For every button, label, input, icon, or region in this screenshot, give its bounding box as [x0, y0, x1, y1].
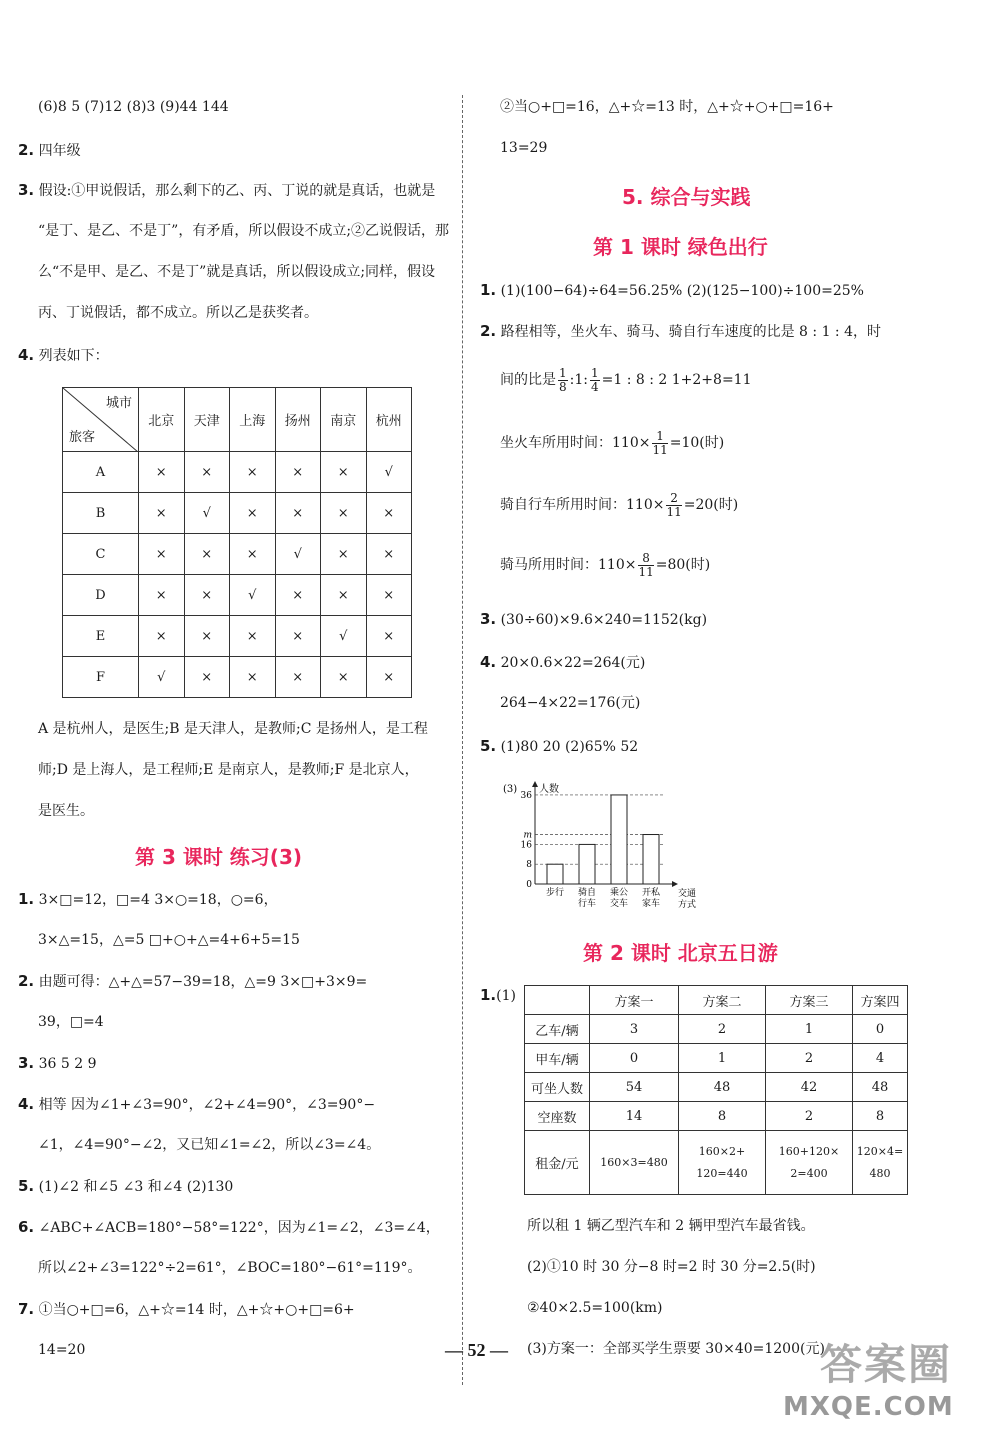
fraction — [666, 492, 681, 519]
part-label: (1) — [496, 988, 516, 1004]
answer-text: (1)∠2 和∠5 ∠3 和∠4 (2)130 — [38, 1179, 234, 1195]
table-cell: 8 — [853, 1102, 908, 1131]
fraction-denominator: 11 — [638, 564, 654, 579]
table-cell: 48 — [679, 1073, 766, 1102]
table-row — [525, 1073, 908, 1102]
fraction-denominator: 4 — [590, 379, 599, 394]
answer-line: (6)8 5 (7)12 (8)3 (9)44 144 — [38, 99, 229, 115]
conclusion-text: 是医生。 — [38, 803, 94, 819]
question-number: 2. — [480, 322, 497, 340]
table-cell: 48 — [853, 1073, 908, 1102]
row-label: 空座数 — [525, 1102, 590, 1131]
answer-text: 由题可得：△+△=57−39=18，△=9 3×□+3×9= — [38, 974, 368, 990]
table-row — [63, 493, 412, 534]
table-cell: × — [184, 534, 230, 575]
row-label: D — [63, 575, 139, 616]
table-cell: × — [230, 452, 276, 493]
corner-bottom-label: 旅客 — [69, 430, 96, 445]
table-cell: × — [321, 657, 367, 698]
table-cell: √ — [321, 616, 367, 657]
row-label: A — [63, 452, 139, 493]
answer-text: 相等 因为∠1+∠3=90°，∠2+∠4=90°，∠3=90°− — [38, 1097, 376, 1113]
x-tick-label: 骑自 — [577, 888, 597, 898]
fraction-numerator: 2 — [666, 492, 681, 506]
answer-text: 264−4×22=176(元) — [500, 695, 641, 711]
table-cell: × — [275, 452, 321, 493]
transport-bar-chart — [495, 778, 710, 913]
table-row — [63, 657, 412, 698]
question-number: 5. — [480, 737, 497, 755]
table-cell: × — [275, 575, 321, 616]
table-cell: 1 — [766, 1015, 853, 1044]
table-cell: 2 — [766, 1102, 853, 1131]
question-number: 1. — [480, 986, 497, 1004]
row-label: 甲车/辆 — [525, 1044, 590, 1073]
green-3 — [480, 609, 707, 630]
rent-value: 120×4= — [856, 1144, 904, 1158]
x-tick-label: 步行 — [545, 888, 565, 898]
practice-1 — [18, 889, 278, 910]
answer-text: 所以租 1 辆乙型汽车和 2 辆甲型汽车最省钱。 — [527, 1218, 815, 1234]
rent-value: 480 — [869, 1166, 891, 1180]
answer-text: 间的比是 — [500, 372, 556, 388]
section-heading-lesson-3: 第 3 课时 练习(3) — [135, 845, 303, 869]
question-number: 2. — [18, 972, 35, 990]
question-4 — [18, 345, 109, 366]
rent-value: 160×2+ — [698, 1144, 746, 1158]
x-axis-label-line2: 方式 — [678, 900, 697, 910]
table-cell: 0 — [853, 1015, 908, 1044]
answer-text: 四年级 — [38, 143, 81, 159]
green-4 — [480, 652, 645, 673]
practice-2 — [18, 971, 367, 992]
y-axis-arrow — [532, 781, 538, 787]
row-label: 租金/元 — [525, 1131, 590, 1195]
fraction-denominator: 11 — [652, 442, 668, 457]
table-cell: × — [366, 493, 412, 534]
answer-text: ②当○+□=16，△+☆=13 时，△+☆+○+□=16+ — [500, 99, 834, 115]
table-row — [63, 575, 412, 616]
table-cell: × — [139, 534, 185, 575]
table-header: 天津 — [184, 388, 230, 452]
answer-text: 路程相等，坐火车、骑马、骑自行车速度的比是 8 : 1 : 4，时 — [500, 324, 881, 340]
table-cell: × — [321, 575, 367, 616]
practice-4 — [18, 1094, 375, 1115]
practice-3 — [18, 1053, 96, 1074]
question-number: 1. — [18, 890, 35, 908]
answer-text: 14=20 — [38, 1342, 86, 1358]
question-3 — [18, 180, 435, 201]
fraction-denominator: 11 — [666, 504, 682, 519]
answer-text: 13=29 — [500, 140, 548, 156]
table-cell: 0 — [590, 1044, 679, 1073]
table-cell: × — [366, 575, 412, 616]
table-cell: × — [275, 657, 321, 698]
y-tick-label: m — [523, 830, 532, 841]
fraction-numerator: 8 — [638, 552, 653, 566]
fraction-numerator: 1 — [652, 430, 667, 444]
table-cell: √ — [275, 534, 321, 575]
table-cell: √ — [366, 452, 412, 493]
table-cell: × — [366, 616, 412, 657]
table-cell: × — [230, 616, 276, 657]
answer-text: 骑马所用时间：110× — [500, 557, 637, 573]
question-number: 3. — [480, 610, 497, 628]
table-cell: × — [321, 493, 367, 534]
answer-text: :1: — [569, 372, 588, 388]
table-row — [63, 534, 412, 575]
fraction — [638, 552, 653, 579]
table-cell: × — [230, 493, 276, 534]
beijing-1 — [480, 985, 516, 1006]
table-cell: 2 — [766, 1044, 853, 1073]
answer-text: (1)80 20 (2)65% 52 — [500, 739, 639, 755]
table-header: 南京 — [321, 388, 367, 452]
watermark-url: MXQE.COM — [783, 1392, 954, 1422]
table-cell: × — [321, 452, 367, 493]
table-cell: × — [275, 493, 321, 534]
table-cell: √ — [139, 657, 185, 698]
green-5 — [480, 736, 638, 757]
question-number: 4. — [480, 653, 497, 671]
fraction — [652, 430, 667, 457]
section-heading-chapter-5: 5. 综合与实践 — [622, 185, 751, 209]
answer-text: 丙、丁说假话，都不成立。所以乙是获奖者。 — [38, 305, 318, 321]
table-cell: 42 — [766, 1073, 853, 1102]
table-cell: × — [139, 493, 185, 534]
column-divider — [462, 95, 463, 1385]
section-heading-lesson-2: 第 2 课时 北京五日游 — [583, 941, 778, 965]
table-cell: 4 — [853, 1044, 908, 1073]
table-cell: × — [230, 657, 276, 698]
answer-text: 坐火车所用时间：110× — [500, 435, 651, 451]
y-tick-label: 16 — [520, 840, 532, 851]
table-cell: √ — [230, 575, 276, 616]
table-cell — [853, 1131, 908, 1195]
question-number: 1. — [480, 281, 497, 299]
time-ratio-line — [500, 366, 752, 394]
rent-value: 120=440 — [696, 1166, 748, 1180]
row-label: 乙车/辆 — [525, 1015, 590, 1044]
practice-7 — [18, 1299, 355, 1320]
green-2 — [480, 321, 881, 342]
y-axis-label: 人数 — [539, 784, 559, 795]
answer-text: 骑自行车所用时间：110× — [500, 497, 665, 513]
watermark-logo — [765, 1330, 990, 1425]
bar — [579, 844, 595, 884]
fraction-numerator: 1 — [559, 365, 567, 380]
table-cell: × — [321, 534, 367, 575]
table-row — [525, 1015, 908, 1044]
conclusion-text: 师;D 是上海人，是工程师;E 是南京人，是教师;F 是北京人， — [38, 762, 419, 778]
row-label: B — [63, 493, 139, 534]
table-cell: × — [139, 616, 185, 657]
table-header: 方案一 — [590, 986, 679, 1015]
y-tick-label: 36 — [520, 790, 532, 801]
watermark-text: 答案圈 — [820, 1340, 953, 1389]
table-cell: × — [184, 575, 230, 616]
question-number: 2. — [18, 141, 35, 159]
table-cell: × — [230, 534, 276, 575]
table-header: 北京 — [139, 388, 185, 452]
question-2 — [18, 140, 81, 161]
table-row — [525, 1044, 908, 1073]
x-tick-label: 交车 — [609, 899, 629, 909]
table-cell: × — [275, 616, 321, 657]
table-row — [63, 616, 412, 657]
x-axis-arrow — [672, 881, 678, 887]
table-cell: × — [139, 452, 185, 493]
row-label: F — [63, 657, 139, 698]
answer-text: (3)方案一：全部买学生票要 30×40=1200(元) — [527, 1341, 825, 1357]
answer-text: 么“不是甲、是乙、不是丁”就是真话，所以假设成立;同样，假设 — [38, 264, 436, 280]
answer-text: (1)(100−64)÷64=56.25% (2)(125−100)÷100=25% — [500, 283, 864, 299]
table-cell: × — [184, 657, 230, 698]
table-row — [63, 452, 412, 493]
x-tick-label: 开私 — [641, 888, 661, 898]
fraction-denominator: 8 — [559, 379, 567, 394]
bar — [643, 835, 659, 884]
answer-text: ∠ABC+∠ACB=180°−58°=122°，因为∠1=∠2，∠3=∠4， — [38, 1220, 440, 1236]
conclusion-text: A 是杭州人，是医生;B 是天津人，是教师;C 是扬州人，是工程 — [38, 721, 428, 737]
question-number: 4. — [18, 1095, 35, 1113]
table-cell: × — [184, 616, 230, 657]
answer-text: “是丁、是乙、不是丁”，有矛盾，所以假设不成立;②乙说假话，那 — [38, 223, 450, 239]
question-number: 4. — [18, 346, 35, 364]
answer-text: 3×△=15，△=5 □+○+△=4+6+5=15 — [38, 932, 300, 948]
page-number: — 52 — — [445, 1340, 508, 1360]
horse-time-line — [500, 551, 710, 579]
table-cell: 2 — [679, 1015, 766, 1044]
table-cell: 14 — [590, 1102, 679, 1131]
x-tick-label: 家车 — [641, 899, 661, 909]
answer-text: 20×0.6×22=264(元) — [500, 655, 646, 671]
table-cell — [679, 1131, 766, 1195]
answer-text: 39，□=4 — [38, 1014, 104, 1030]
answer-text: 所以∠2+∠3=122°÷2=61°，∠BOC=180°−61°=119°。 — [38, 1260, 422, 1276]
corner-top-label: 城市 — [105, 396, 132, 411]
answer-text: ②40×2.5=100(km) — [527, 1300, 663, 1316]
x-axis-label-line1: 交通 — [678, 889, 697, 899]
table-cell: 8 — [679, 1102, 766, 1131]
bike-time-line — [500, 491, 738, 519]
table-header: 方案三 — [766, 986, 853, 1015]
table-row — [525, 1102, 908, 1131]
fraction-numerator: 1 — [590, 365, 599, 380]
train-time-line — [500, 429, 724, 457]
answer-text: 假设:①甲说假话，那么剩下的乙、丙、丁说的就是真话，也就是 — [38, 183, 436, 199]
table-corner — [63, 388, 139, 452]
rent-value: 160+120× — [778, 1144, 840, 1158]
question-number: 3. — [18, 1054, 35, 1072]
table-header — [525, 986, 590, 1015]
table-cell: × — [184, 452, 230, 493]
answer-text: =10(时) — [669, 435, 725, 451]
table-cell: × — [139, 575, 185, 616]
table-cell: × — [366, 534, 412, 575]
table-cell: 54 — [590, 1073, 679, 1102]
table-header: 方案四 — [853, 986, 908, 1015]
row-label: C — [63, 534, 139, 575]
x-tick-label: 行车 — [577, 899, 597, 909]
answer-text: ∠1，∠4=90°−∠2，又已知∠1=∠2，所以∠3=∠4。 — [38, 1137, 381, 1153]
question-number: 6. — [18, 1218, 35, 1236]
fraction — [590, 367, 600, 394]
question-number: 5. — [18, 1177, 35, 1195]
fraction — [558, 367, 568, 394]
green-1 — [480, 280, 864, 301]
table-header: 上海 — [230, 388, 276, 452]
table-row — [525, 1131, 908, 1195]
answer-text: 列表如下： — [38, 348, 109, 364]
answer-text: 3×□=12，□=4 3×○=18，○=6， — [38, 892, 278, 908]
bar — [611, 795, 627, 884]
table-cell — [590, 1131, 679, 1195]
question-number: 7. — [18, 1300, 35, 1318]
rent-value: 2=400 — [790, 1166, 828, 1180]
answer-text: =1 : 8 : 2 1+2+8=11 — [601, 372, 752, 388]
answer-text: 36 5 2 9 — [38, 1056, 97, 1072]
table-cell — [766, 1131, 853, 1195]
table-cell: × — [366, 657, 412, 698]
table-cell: √ — [184, 493, 230, 534]
table-cell: 1 — [679, 1044, 766, 1073]
table-header: 杭州 — [366, 388, 412, 452]
table-header: 方案二 — [679, 986, 766, 1015]
rental-plan-table — [524, 985, 908, 1195]
answer-text: (30÷60)×9.6×240=1152(kg) — [500, 612, 708, 628]
table-cell: 3 — [590, 1015, 679, 1044]
section-heading-lesson-1: 第 1 课时 绿色出行 — [593, 235, 768, 259]
answer-text: (2)①10 时 30 分−8 时=2 时 30 分=2.5(时) — [527, 1259, 816, 1275]
answer-text: =80(时) — [655, 557, 711, 573]
rent-value: 160×3=480 — [600, 1156, 668, 1169]
answer-text: =20(时) — [683, 497, 739, 513]
y-tick-label: 8 — [526, 860, 532, 871]
x-tick-label: 乘公 — [609, 888, 629, 898]
answer-text: ①当○+□=6，△+☆=14 时，△+☆+○+□=6+ — [38, 1302, 355, 1318]
city-passenger-table — [62, 387, 412, 698]
row-label: 可坐人数 — [525, 1073, 590, 1102]
bar — [547, 864, 563, 884]
practice-5 — [18, 1176, 233, 1197]
y-tick-label: 0 — [526, 880, 532, 890]
table-header: 扬州 — [275, 388, 321, 452]
practice-6 — [18, 1217, 440, 1238]
question-number: 3. — [18, 181, 35, 199]
row-label: E — [63, 616, 139, 657]
chart-part-label: (3) — [503, 784, 518, 795]
